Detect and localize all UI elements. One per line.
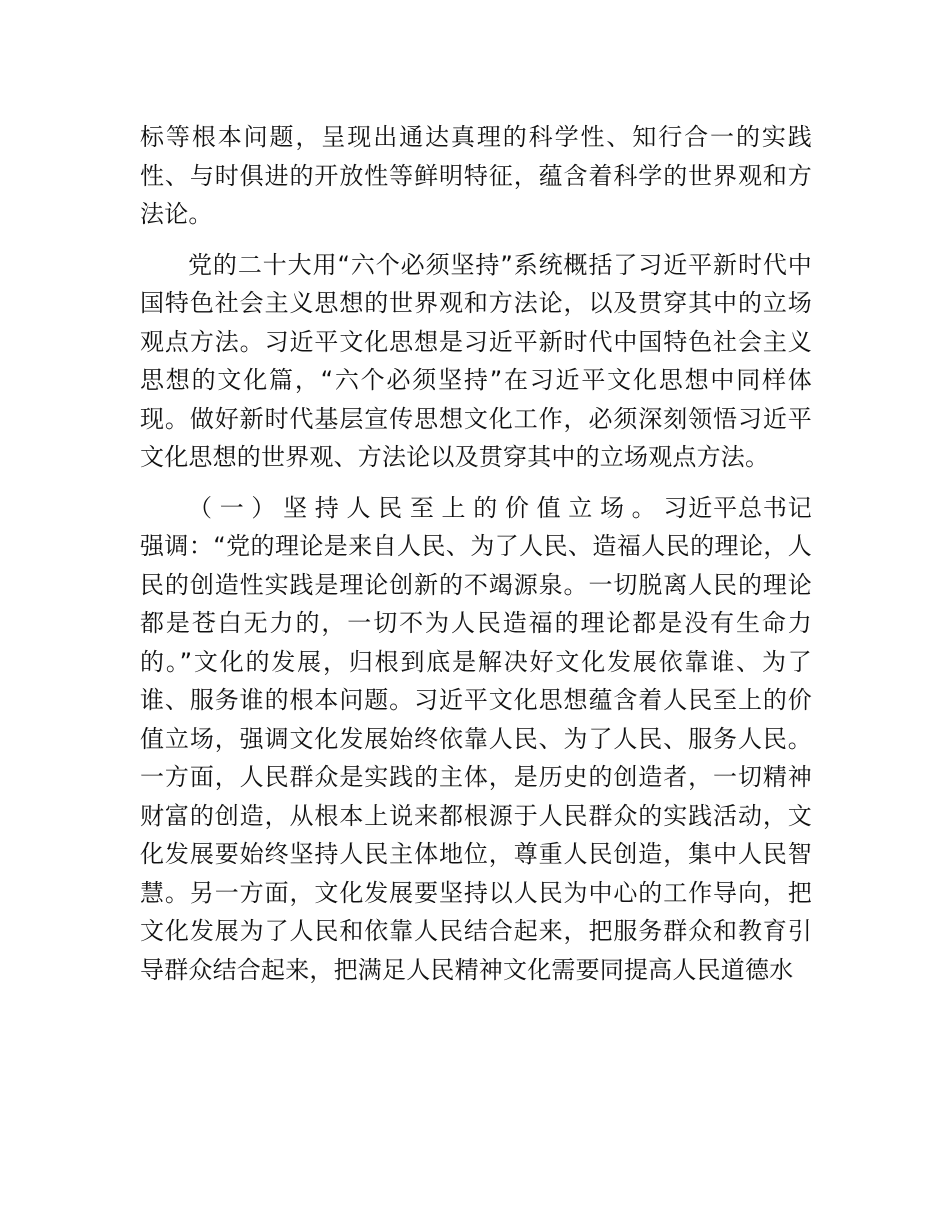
paragraph-continuation: 标等根本问题，呈现出通达真理的科学性、知行合一的实践性、与时俱进的开放性等鲜明特征，蕴含着科学的世界观和方法论。 bbox=[140, 123, 812, 228]
paragraph-people-first bbox=[140, 489, 812, 990]
paragraph-six-musts: 党的二十大用“六个必须坚持”系统概括了习近平新时代中国特色社会主义思想的世界观和方法论，以及贯穿其中的立场观点方法。习近平文化思想是习近平新时代中国特色社会主义思想的文化篇，“六个必须坚持”在习近平文化思想中同样体现。做好新时代基层宣传思想文化工作，必须深刻领悟习近平文化思想的世界观、方法论以及贯穿其中的立场观点方法。 bbox=[140, 250, 812, 471]
section-heading-people-first: （一）坚持人民至上的价值立场。 bbox=[188, 493, 664, 522]
document-body bbox=[140, 118, 812, 1001]
paragraph-people-first-body: 习近平总书记强调：“党的理论是来自人民、为了人民、造福人民的理论，人民的创造性实践是理论创新的不竭源泉。一切脱离人民的理论都是苍白无力的，一切不为人民造福的理论都是没有生命力的。”文化的发展，归根到底是解决好文化发展依靠谁、为了谁、服务谁的根本问题。习近平文化思想蕴含着人民至上的价值立场，强调文化发展始终依靠人民、为了人民、服务人民。一方面，人民群众是实践的主体，是历史的创造者，一切精神财富的创造，从根本上说来都根源于人民群众的实践活动，文化发展要始终坚持人民主体地位，尊重人民创造，集中人民智慧。另一方面，文化发展要坚持以人民为中心的工作导向，把文化发展为了人民和依靠人民结合起来，把服务群众和教育引导群众结合起来，把满足人民精神文化需要同提高人民道德水 bbox=[140, 493, 813, 984]
